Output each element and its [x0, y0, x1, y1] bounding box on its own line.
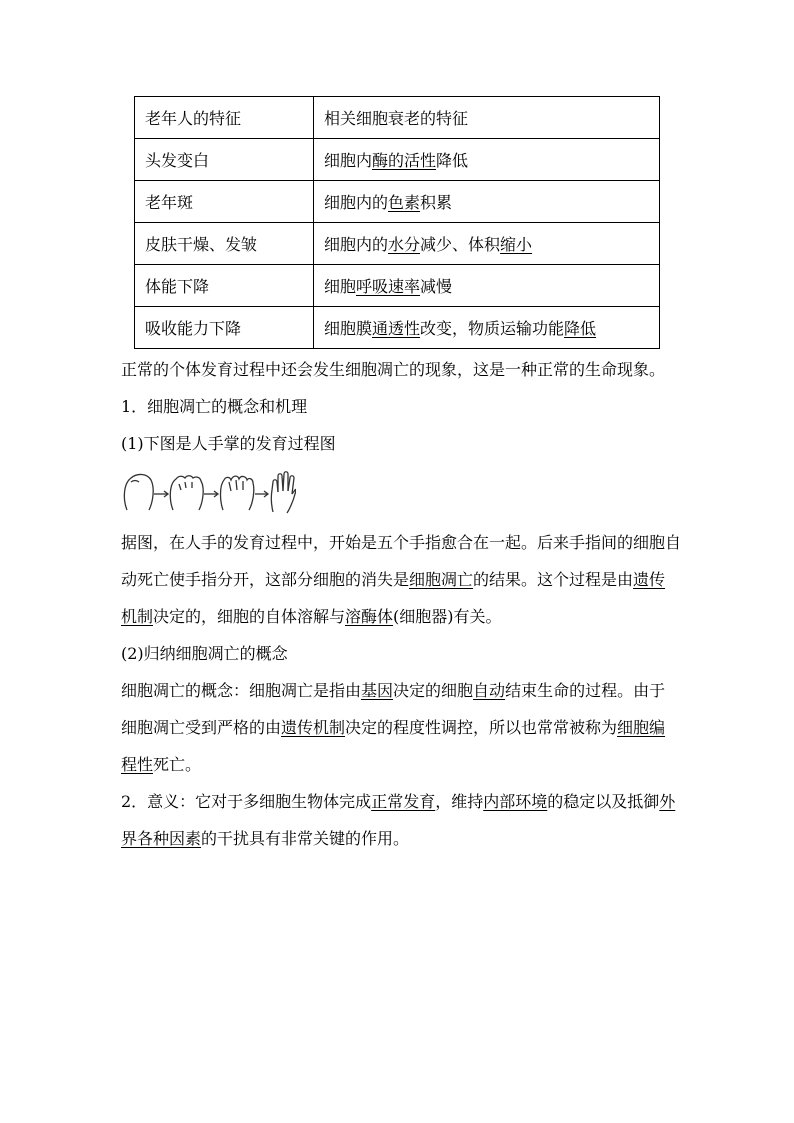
answer-blank: 细胞编程性	[121, 718, 666, 774]
cell-feature-cell	[314, 307, 660, 349]
answer-blank: 内部环境	[483, 792, 548, 811]
intro-paragraph: 正常的个体发育过程中还会发生细胞凋亡的现象，这是一种正常的生命现象。	[121, 360, 666, 379]
trait-cell: 皮肤干燥、发皱	[135, 223, 314, 265]
table-body	[135, 97, 660, 349]
subsection-heading-2: (2)归纳细胞凋亡的概念	[121, 644, 288, 663]
table-row	[135, 181, 660, 223]
text-segment: 决定的细胞	[393, 681, 474, 700]
text-segment: 减少、体积	[420, 235, 501, 254]
table-header-row	[135, 97, 660, 139]
text-segment: 的稳定以及抵御	[547, 792, 660, 811]
text-segment: ，维持	[435, 792, 484, 811]
significance-paragraph	[121, 783, 681, 857]
answer-blank: 溶酶体	[345, 607, 394, 626]
text-segment: 积累	[420, 193, 453, 212]
text-segment: 降低	[436, 151, 469, 170]
answer-blank: 遗传机制	[281, 718, 346, 737]
answer-blank: 色素	[388, 193, 421, 212]
text-segment: 决定的，细胞的自体溶解与	[153, 607, 346, 626]
apoptosis-concept-paragraph	[121, 672, 681, 783]
answer-blank: 通透性	[372, 319, 421, 338]
text-segment: 决定的程度性调控，所以也常常被称为	[345, 718, 618, 737]
text-segment: 细胞内	[324, 151, 373, 170]
answer-blank: 基因	[361, 681, 394, 700]
table-row	[135, 307, 660, 349]
answer-blank: 自动	[473, 681, 506, 700]
text-segment: 细胞膜	[324, 319, 373, 338]
section-heading-1: 1．细胞凋亡的概念和机理	[121, 397, 308, 416]
subsection-heading-1: (1)下图是人手掌的发育过程图	[121, 434, 336, 453]
text-segment: (细胞器)有关。	[393, 607, 502, 626]
table-row	[135, 223, 660, 265]
hand-development-icon	[121, 470, 296, 518]
answer-blank: 遗传机制	[121, 570, 666, 626]
text-segment: 结束生命的过程。由于细胞凋亡受到严格的由	[121, 681, 666, 737]
cell-feature-cell	[314, 223, 660, 265]
development-paragraph	[121, 524, 681, 635]
answer-blank: 呼吸速率	[356, 277, 421, 296]
cell-feature-cell	[314, 181, 660, 223]
text-segment: 细胞内的	[324, 235, 389, 254]
header-cell-cell-feature: 相关细胞衰老的特征	[314, 97, 660, 139]
trait-cell: 吸收能力下降	[135, 307, 314, 349]
text-segment: 2．意义：它对于多细胞生物体完成	[121, 792, 372, 811]
hand-development-figure	[121, 462, 681, 524]
answer-blank: 降低	[564, 319, 597, 338]
trait-cell: 体能下降	[135, 265, 314, 307]
answer-blank: 正常发育	[371, 792, 436, 811]
table-row	[135, 265, 660, 307]
text-segment: 的干扰具有非常关键的作用。	[201, 829, 410, 848]
text-segment: 减慢	[420, 277, 453, 296]
aging-traits-table	[134, 96, 660, 349]
table-row	[135, 139, 660, 181]
trait-cell: 头发变白	[135, 139, 314, 181]
text-segment: 死亡。	[153, 755, 202, 774]
text-segment: 细胞内的	[324, 193, 389, 212]
content-body	[121, 351, 681, 857]
answer-blank: 细胞凋亡	[409, 570, 474, 589]
answer-blank: 外界各种因素	[121, 792, 676, 848]
answer-blank: 缩小	[500, 235, 533, 254]
cell-feature-cell	[314, 139, 660, 181]
trait-cell: 老年斑	[135, 181, 314, 223]
answer-blank: 酶的活性	[372, 151, 437, 170]
header-cell-trait: 老年人的特征	[135, 97, 314, 139]
text-segment: 细胞	[324, 277, 357, 296]
cell-feature-cell	[314, 265, 660, 307]
text-segment: 改变，物质运输功能	[420, 319, 565, 338]
text-segment: 据图，在人手的发育过程中，开始是五个手指愈合在一起。后来手指间的细胞自动死亡使手指分开，这部分细胞的消失是	[121, 533, 682, 589]
text-segment: 细胞凋亡的概念：细胞凋亡是指由	[121, 681, 362, 700]
text-segment: 的结果。这个过程是由	[473, 570, 634, 589]
answer-blank: 水分	[388, 235, 421, 254]
